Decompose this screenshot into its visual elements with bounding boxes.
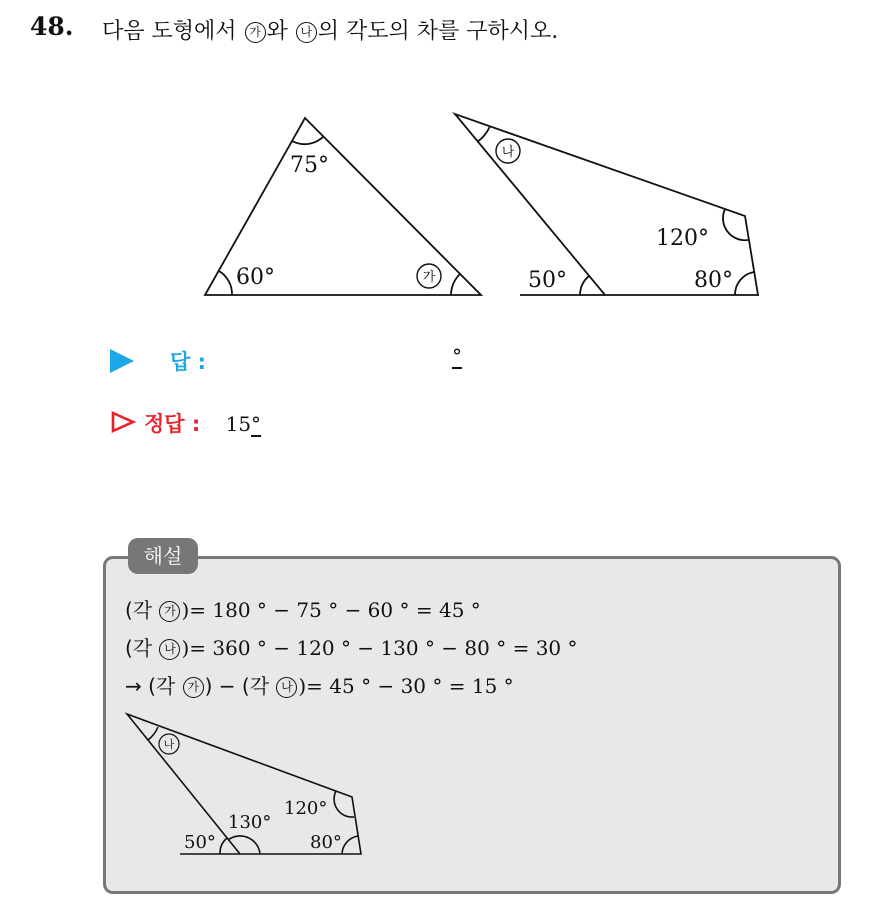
question-number: 48.	[30, 12, 74, 41]
exp-label-50: 50°	[184, 832, 216, 853]
label-50: 50°	[528, 268, 567, 293]
exp-arc-na	[148, 727, 158, 740]
line3-rest: )= 45 ° − 30 ° = 15 °	[298, 674, 514, 698]
correct-answer-degree: °	[251, 412, 262, 436]
explanation-line-2	[125, 632, 578, 661]
play-triangle-icon	[110, 349, 134, 373]
question-text	[102, 14, 558, 45]
mark-na: 나	[296, 22, 317, 43]
exp-label-80: 80°	[310, 832, 342, 853]
line3-arrow: → (각	[125, 674, 182, 698]
explanation-line-3	[125, 670, 514, 699]
line3-mid: ) − (각	[204, 674, 276, 698]
line2-rest: )= 360 ° − 120 ° − 130 ° − 80 ° = 30 °	[181, 636, 578, 660]
correct-answer-row	[110, 408, 261, 438]
answer-label: 답 :	[170, 350, 206, 374]
line2-open: (각	[125, 636, 159, 660]
arc-60	[219, 271, 232, 295]
mark-na-figure: 나	[501, 145, 515, 160]
exp-arc-50	[220, 838, 227, 854]
label-120: 120°	[656, 226, 709, 251]
explanation-line-1	[125, 594, 481, 623]
arc-120	[723, 209, 748, 240]
line3-mark-ga: 가	[183, 677, 204, 698]
label-80: 80°	[694, 268, 733, 293]
arc-50	[580, 276, 589, 295]
correct-answer-label: 정답 :	[144, 412, 201, 436]
line3-mark-na: 나	[276, 677, 297, 698]
line2-mark-na: 나	[159, 639, 180, 660]
mark-ga: 가	[245, 22, 266, 43]
correct-answer-value: 15	[225, 412, 252, 436]
exp-label-120: 120°	[284, 798, 328, 819]
answer-row	[110, 346, 206, 376]
line1-mark-ga: 가	[159, 601, 180, 622]
exp-label-130: 130°	[228, 812, 272, 833]
outline-triangle-icon	[110, 410, 136, 434]
question-text-mid: 와	[266, 19, 295, 44]
explanation-figure	[100, 700, 400, 860]
label-60: 60°	[236, 265, 275, 290]
arc-na	[477, 126, 490, 142]
explanation-tab: 해설	[128, 538, 198, 574]
mark-ga-figure: 가	[422, 270, 436, 285]
line1-open: (각	[125, 598, 159, 622]
exp-arc-80	[342, 836, 358, 854]
line1-rest: )= 180 ° − 75 ° − 60 ° = 45 °	[181, 598, 481, 622]
exp-mark-na: 나	[163, 738, 175, 751]
question-text-after: 의 각도의 차를 구하시오.	[317, 19, 559, 44]
answer-blank-degree: °	[452, 344, 462, 368]
label-75: 75°	[290, 153, 329, 178]
problem-figure	[0, 90, 884, 310]
arc-75	[292, 136, 324, 144]
arc-80	[735, 272, 754, 295]
arc-ga	[451, 274, 460, 295]
exp-arc-120	[334, 791, 354, 817]
question-text-before: 다음 도형에서	[102, 19, 244, 44]
